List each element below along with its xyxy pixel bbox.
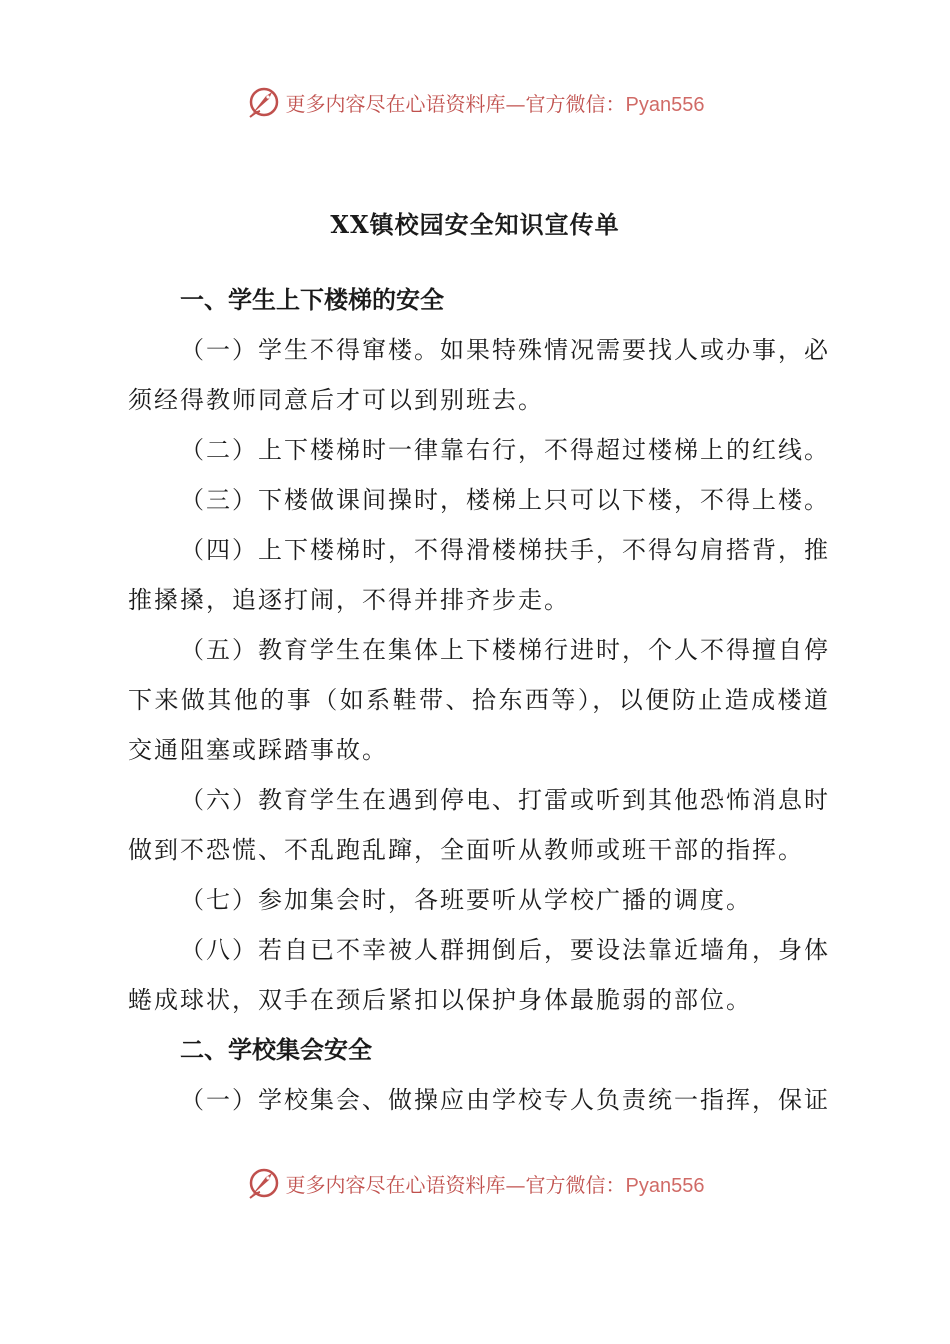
paragraph: （五）教育学生在集体上下楼梯行进时，个人不得擅自停下来做其他的事（如系鞋带、拾东西等），以便防止造成楼道交通阻塞或踩踏事故。 xyxy=(128,636,830,764)
document-body xyxy=(128,275,830,1125)
watermark-wechat-id: Pyan556 xyxy=(625,93,705,116)
paragraph: （一）学生不得窜楼。如果特殊情况需要找人或办事，必须经得教师同意后才可以到别班去。 xyxy=(128,336,830,414)
paragraph: （一）学校集会、做操应由学校专人负责统一指挥，保证 xyxy=(180,1086,830,1114)
section-heading-stairs: 一、学生上下楼梯的安全 xyxy=(180,285,444,314)
watermark-text xyxy=(286,1169,705,1198)
watermark-text xyxy=(286,88,705,117)
watermark-wechat-id: Pyan556 xyxy=(625,1174,705,1197)
paragraph: （六）教育学生在遇到停电、打雷或听到其他恐怖消息时做到不恐慌、不乱跑乱蹿，全面听从教师或班干部的指挥。 xyxy=(128,786,830,864)
paragraph: （四）上下楼梯时，不得滑楼梯扶手，不得勾肩搭背，推推搡搡，追逐打闹，不得并排齐步走。 xyxy=(128,536,830,614)
watermark-label: 更多内容尽在心语资料库—官方微信： xyxy=(285,1172,626,1197)
paragraph: （七）参加集会时，各班要听从学校广播的调度。 xyxy=(180,886,752,914)
paragraph: （二）上下楼梯时一律靠右行，不得超过楼梯上的红线。 xyxy=(180,436,830,464)
section-heading-assembly: 二、学校集会安全 xyxy=(180,1035,372,1064)
document-title: XX镇校园安全知识宣传单 xyxy=(330,210,620,239)
footer-watermark xyxy=(0,1163,950,1203)
paragraph: （三）下楼做课间操时，楼梯上只可以下楼，不得上楼。 xyxy=(180,486,830,514)
watermark-label: 更多内容尽在心语资料库—官方微信： xyxy=(285,91,626,116)
header-watermark xyxy=(0,82,950,122)
pen-logo-icon xyxy=(246,84,282,120)
paragraph: （八）若自已不幸被人群拥倒后，要设法靠近墙角，身体蜷成球状，双手在颈后紧扣以保护身体最脆弱的部位。 xyxy=(128,936,830,1014)
pen-logo-icon xyxy=(246,1165,282,1201)
